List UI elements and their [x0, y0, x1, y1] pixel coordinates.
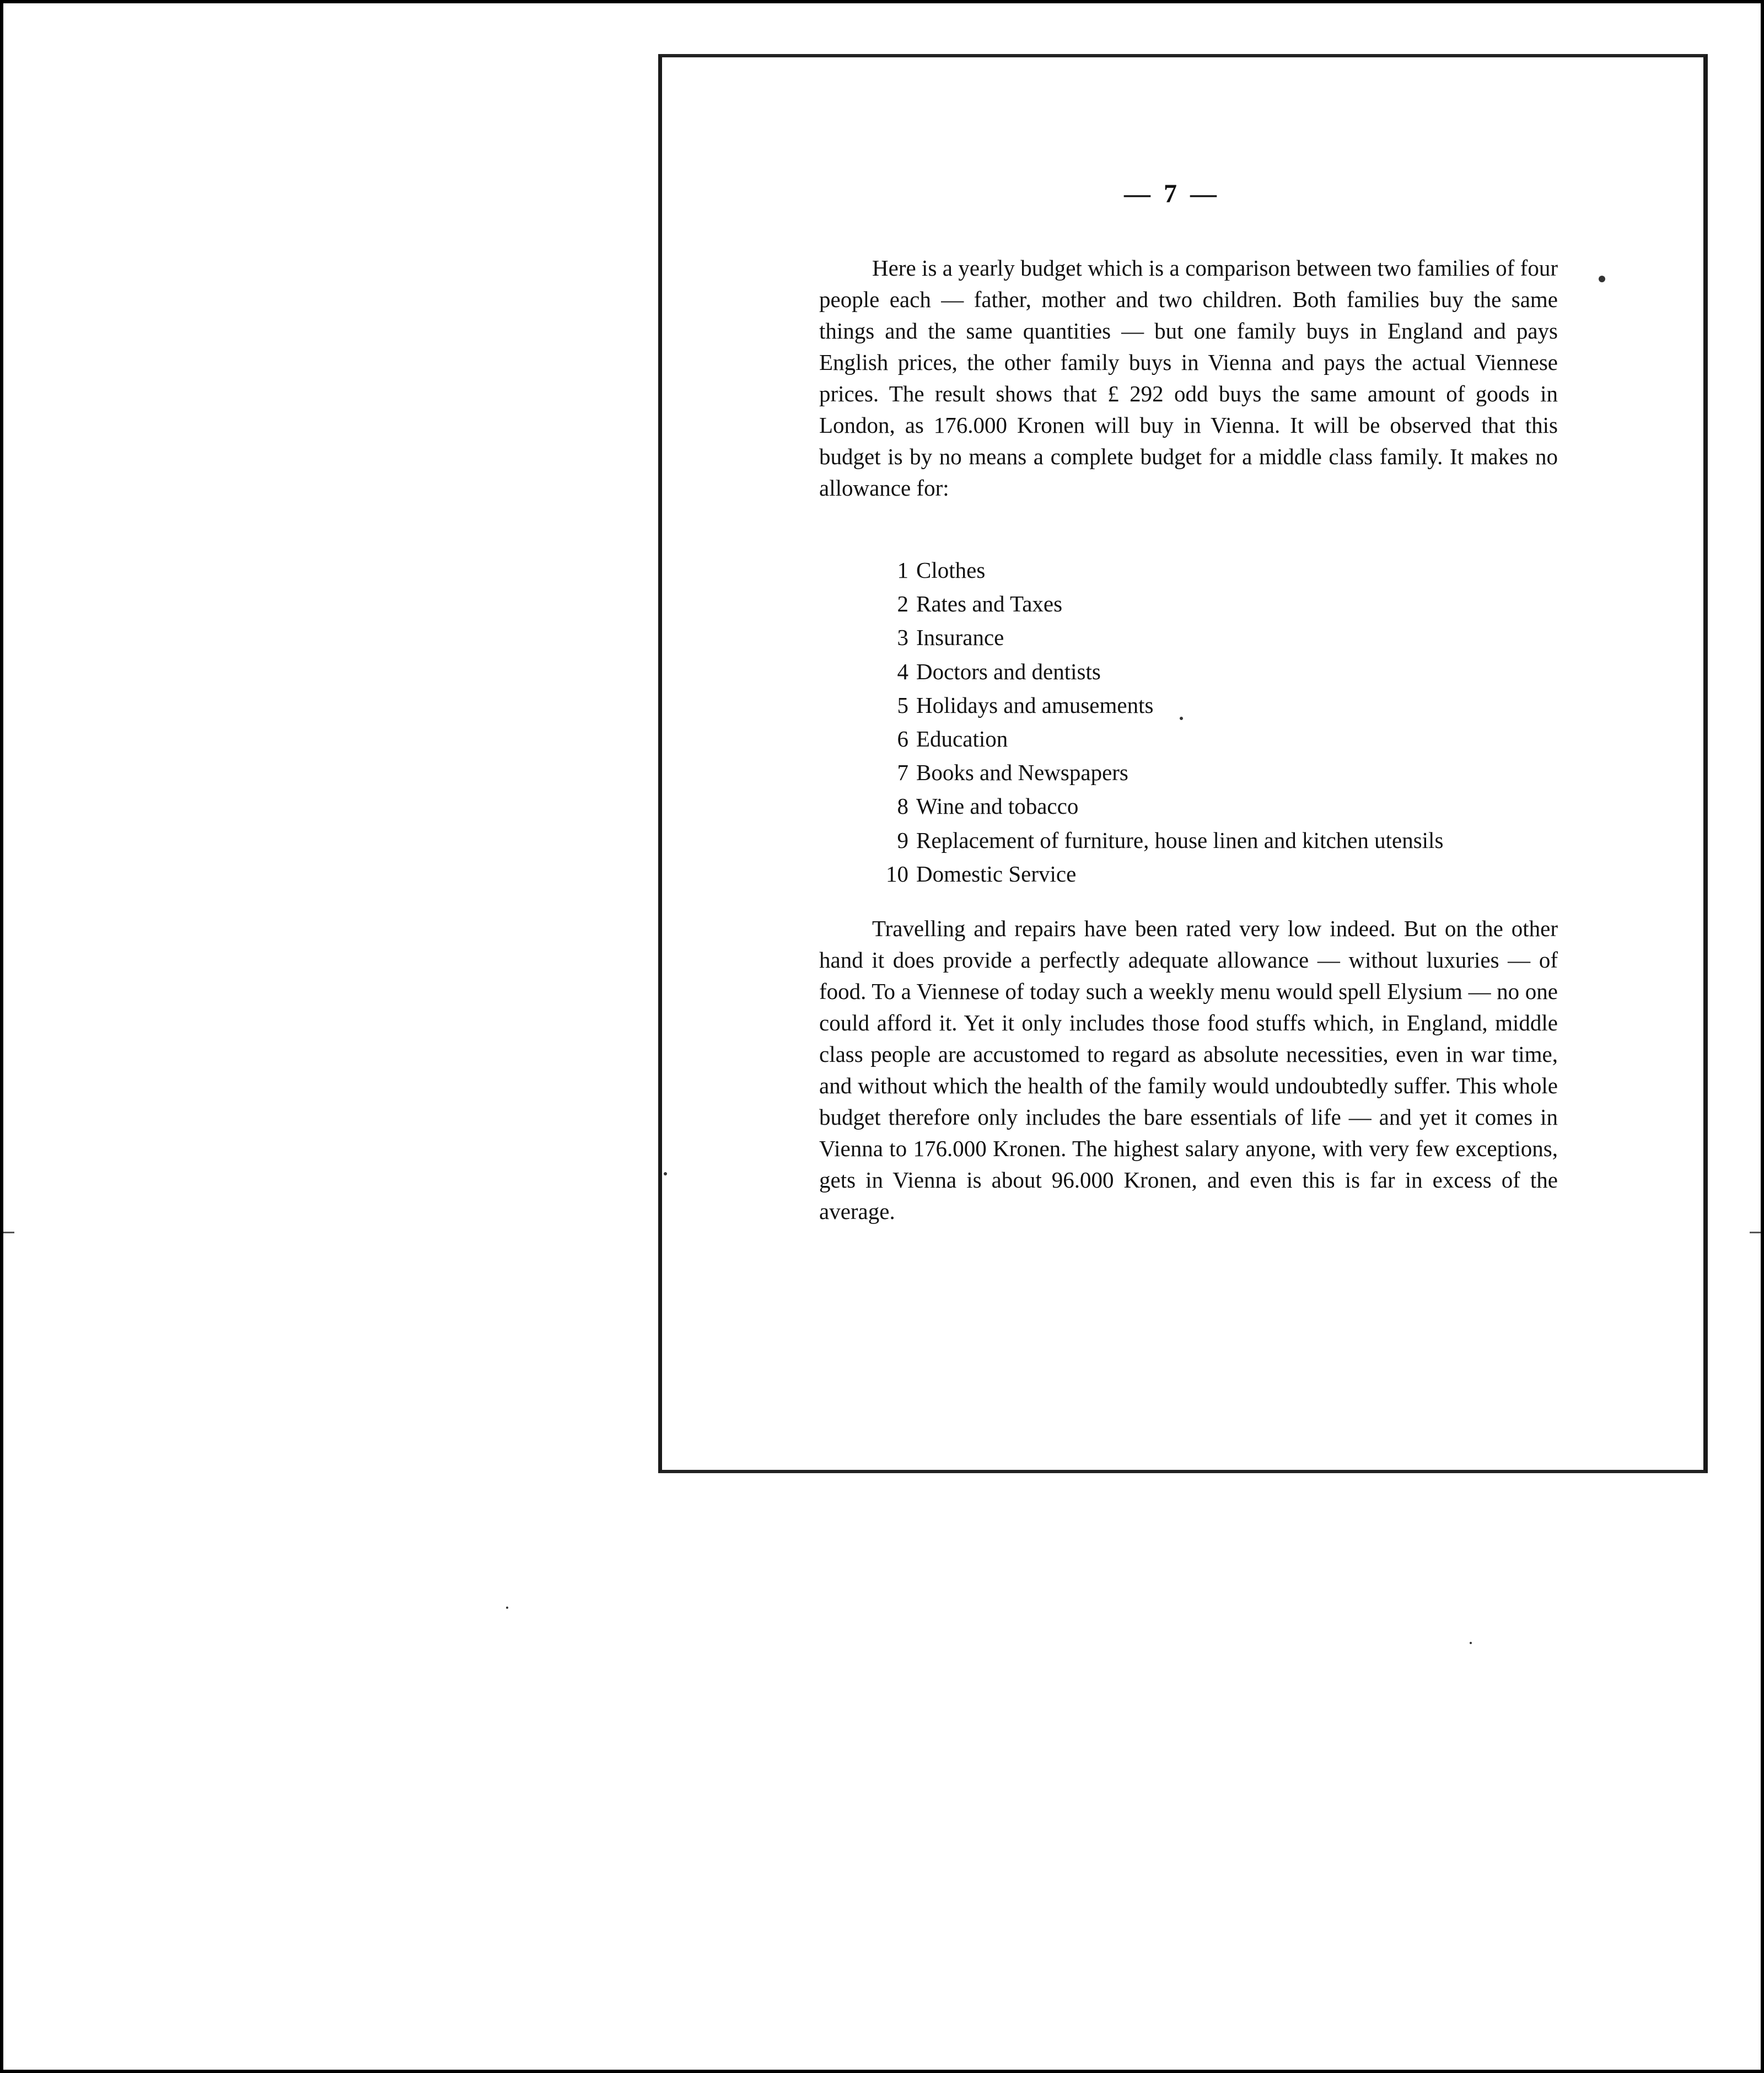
list-item: [874, 655, 1443, 689]
list-item-number: 2: [897, 591, 908, 617]
list-item: [874, 587, 1443, 621]
list-item-label: Holidays and amusements: [916, 692, 1154, 718]
scan-speck: [1599, 276, 1605, 282]
list-item: [874, 722, 1443, 756]
page-number: — 7 —: [1124, 179, 1220, 208]
list-item-label: Doctors and dentists: [916, 658, 1101, 684]
scan-speck: [1470, 1642, 1472, 1644]
list-item: [874, 756, 1443, 790]
list-item-number: 10: [886, 861, 908, 887]
list-item-number: 3: [897, 625, 908, 651]
list-item-label: Books and Newspapers: [916, 760, 1128, 786]
list-item: [874, 554, 1443, 587]
scan-speck: [506, 1607, 508, 1609]
list-item: [874, 621, 1443, 654]
list-item-label: Domestic Service: [916, 861, 1077, 887]
list-item-number: 5: [897, 692, 908, 718]
list-item-number: 8: [897, 793, 908, 819]
list-item-number: 7: [897, 760, 908, 786]
list-item: [874, 689, 1443, 722]
fold-mark: [3, 1232, 14, 1233]
list-item-number: 6: [897, 726, 908, 752]
list-item-number: 9: [897, 827, 908, 853]
list-item: [874, 824, 1443, 857]
fold-mark: [1750, 1232, 1761, 1233]
list-item-number: 4: [897, 658, 908, 684]
list-item: [874, 790, 1443, 823]
list-item-label: Education: [916, 726, 1008, 752]
list-item: [874, 857, 1443, 891]
list-item-label: Replacement of furniture, house linen and kitchen utensils: [916, 827, 1444, 853]
list-item-label: Rates and Taxes: [916, 591, 1063, 617]
scan-speck: [1180, 717, 1183, 720]
list-item-number: 1: [897, 557, 908, 583]
list-item-label: Insurance: [916, 625, 1004, 651]
scanned-sheet: [3, 3, 1761, 2070]
list-item-label: Clothes: [916, 557, 986, 583]
list-item-label: Wine and tobacco: [916, 793, 1079, 819]
scan-speck: [664, 1172, 667, 1175]
exclusions-list: [874, 554, 1443, 891]
conclusion-paragraph: Travelling and repairs have been rated very low indeed. But on the other hand it does provide a perfectly adequate allowance — without luxuries — of food. To a Viennese of today such a weekly menu would spell Elysium — no one could afford it. Yet it only includes those food stuffs which, in England, middle class people are accustomed to regard as absolute necessities, even in war time, and without which the health of the family would undoubtedly suffer. This whole budget therefore only includes the bare essentials of life — and yet it comes in Vienna to 176.000 Kronen. The highest salary anyone, with very few exceptions, gets in Vienna is about 96.000 Kronen, and even this is far in excess of the average.: [819, 916, 1558, 1224]
intro-paragraph: Here is a yearly budget which is a comparison between two families of four people each — father, mother and two children. Both families buy the same things and the same quantities — but one family buys in England and pays English prices, the other family buys in Vienna and pays the actual Viennese prices. The result shows that £ 292 odd buys the same amount of goods in London, as 176.000 Kronen will buy in Vienna. It will be observed that this budget is by no means a complete budget for a middle class family. It makes no allowance for:: [819, 255, 1558, 501]
